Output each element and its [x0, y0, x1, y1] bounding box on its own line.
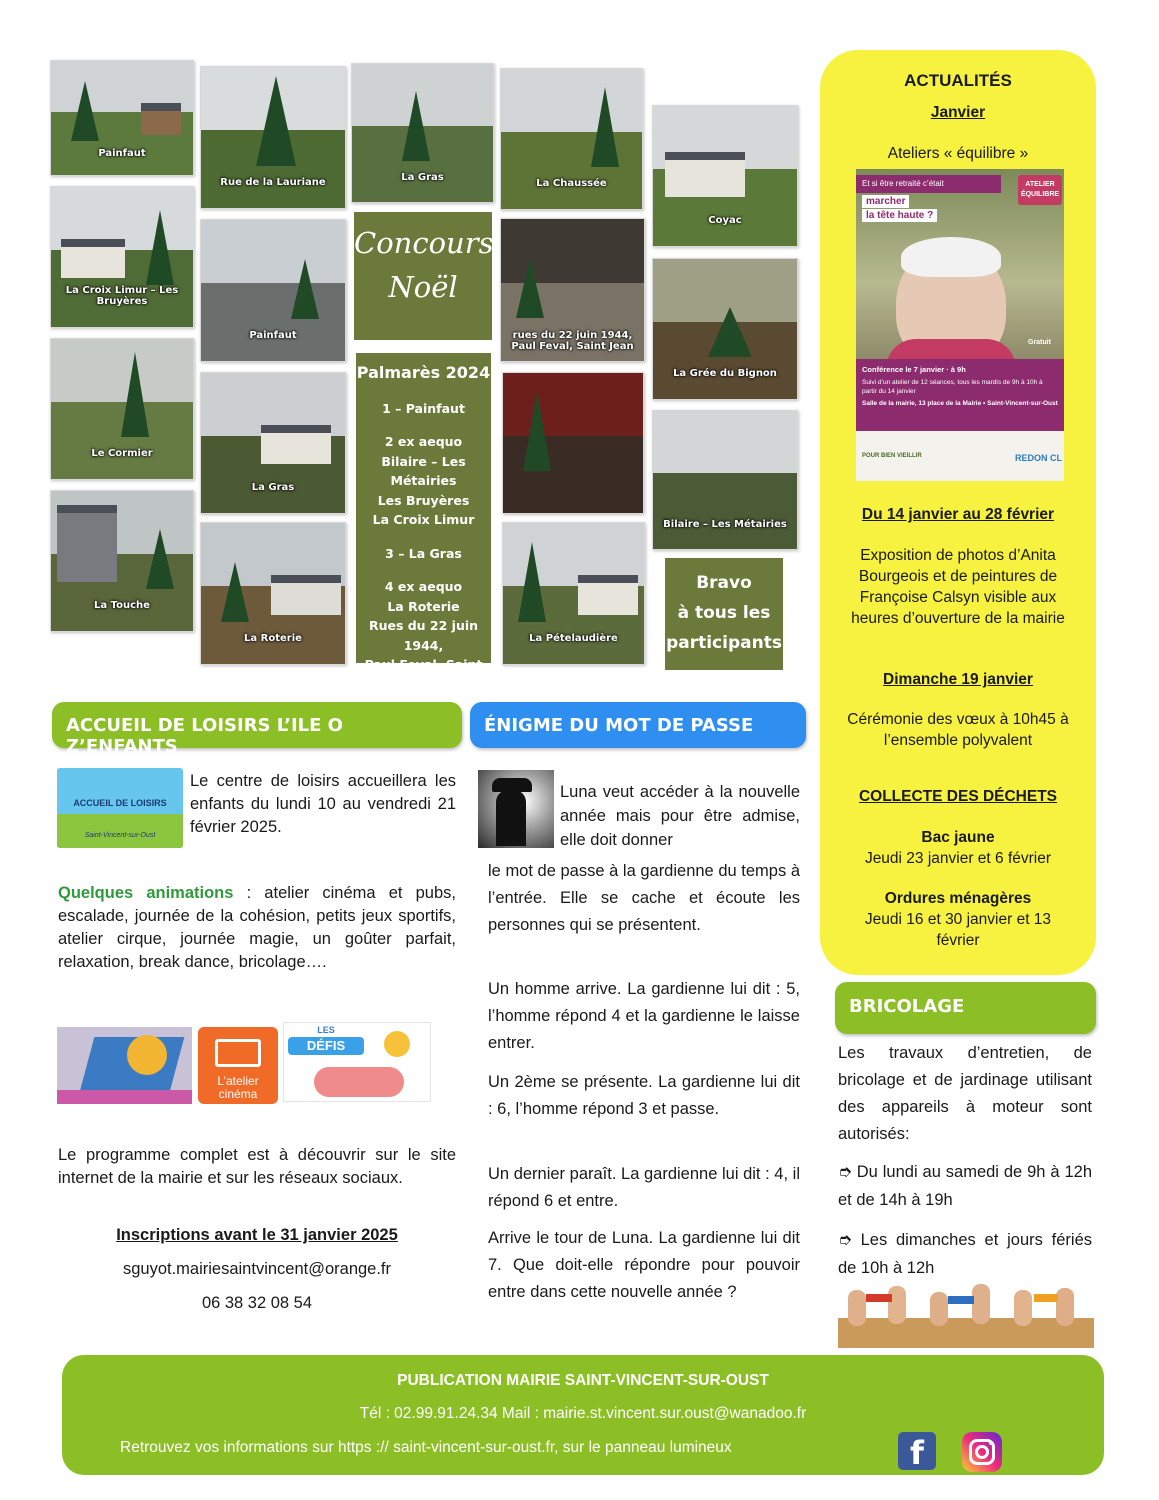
- loisirs-header: ACCUEIL DE LOISIRS L’ILE O Z’ENFANTS: [52, 702, 462, 748]
- concours-noel-title: [354, 212, 492, 340]
- enigme-p2: Un homme arrive. La gardienne lui dit : 5, l’homme répond 4 et la gardienne le laisse entrer.: [488, 980, 800, 1052]
- bricolage-text: Les travaux d’entretien, de bricolage et de jardinage utilisant des appareils à moteur sont autorisés:: [838, 1044, 1092, 1143]
- collecte-title: COLLECTE DES DÉCHETS: [858, 788, 1058, 805]
- photo-caption: La Roterie: [244, 633, 302, 645]
- concours-title-line2: Noël: [388, 270, 458, 304]
- footer: [62, 1355, 1104, 1475]
- photo-la-roterie[interactable]: [200, 522, 346, 665]
- facebook-icon[interactable]: f: [898, 1432, 936, 1470]
- palmares-line: 3 – La Gras: [385, 545, 462, 561]
- palmares-line: Bilaire – Les Métairies: [381, 453, 466, 488]
- instagram-icon[interactable]: [962, 1432, 1002, 1472]
- loisirs-logo: [57, 768, 183, 848]
- photo-caption: La Chaussée: [536, 178, 607, 190]
- logo-text: ACCUEIL DE LOISIRS: [73, 798, 167, 808]
- bac-jaune-dates: Jeudi 23 janvier et 6 février: [864, 850, 1052, 867]
- dimanche-date: Dimanche 19 janvier: [883, 671, 1033, 688]
- photo-painfaut-2[interactable]: [200, 219, 346, 362]
- detective-image: [478, 770, 554, 848]
- enigme-p4: Un dernier paraît. La gardienne lui dit : 4, il répond 6 et entre.: [488, 1165, 800, 1210]
- enigme-p5: Arrive le tour de Luna. La gardienne lui dit 7. Que doit-elle répondre pour pouvoir entre dans cette nouvelle année ?: [488, 1229, 800, 1301]
- footer-contact[interactable]: Tél : 02.99.91.24.34 Mail : mairie.st.vincent.sur.oust@wanadoo.fr: [359, 1405, 807, 1422]
- photo-caption: La Gras: [251, 482, 295, 494]
- actualites-ateliers: Ateliers « équilibre »: [887, 145, 1029, 162]
- photo-la-chaussee[interactable]: [500, 68, 643, 210]
- loisirs-programme: Le programme complet est à découvrir sur le site internet de la mairie et sur les réseaux sociaux.: [58, 1146, 456, 1187]
- photo-rues-22-juin[interactable]: [500, 218, 645, 362]
- poster-logo-1: POUR BIEN VIEILLIR: [862, 453, 922, 459]
- photo-rue-lauriane[interactable]: [200, 66, 346, 209]
- photo-caption: rues du 22 juin 1944, Paul Feval, Saint Jean: [511, 330, 634, 353]
- photo-le-cormier[interactable]: [50, 338, 194, 480]
- photo-caption: Le Cormier: [91, 448, 153, 460]
- palmares-box: [356, 353, 491, 692]
- arrow-icon: ➮: [838, 1163, 852, 1181]
- bravo-line: à tous les: [677, 603, 771, 623]
- bravo-line: Bravo: [696, 573, 752, 593]
- photo-caption: La Grée du Bignon: [673, 368, 777, 380]
- poster-tagline-2: marcher: [862, 195, 909, 208]
- poster-tagline-3: la tête haute ?: [862, 209, 937, 222]
- bac-jaune-title: Bac jaune: [921, 829, 995, 846]
- photo-caption: Rue de la Lauriane: [220, 177, 326, 189]
- photo-caption: La Gras: [401, 171, 444, 183]
- footer-title: PUBLICATION MAIRIE SAINT-VINCENT-SUR-OUST: [397, 1372, 769, 1389]
- palmares-line: La Roterie: [387, 598, 460, 614]
- photo-interior[interactable]: [502, 372, 644, 514]
- ceremonie-text: Cérémonie des vœux à 10h45 à l’ensemble polyvalent: [847, 711, 1069, 749]
- loisirs-animations: [58, 882, 456, 974]
- loisirs-inscriptions: Inscriptions avant le 31 janvier 2025: [116, 1226, 398, 1244]
- cinema-text-1: L’atelier: [217, 1074, 259, 1088]
- photo-la-gree-du-bignon[interactable]: [652, 258, 798, 400]
- footer-info[interactable]: Retrouvez vos informations sur https :// saint-vincent-sur-oust.fr, sur le panneau lumineux: [120, 1439, 732, 1456]
- cinema-text-2: cinéma: [218, 1087, 258, 1101]
- actualites-title: ACTUALITÉS: [904, 71, 1012, 90]
- photo-la-touche[interactable]: [50, 490, 194, 632]
- defis-image: [283, 1022, 431, 1102]
- loisirs-phone: 06 38 32 08 54: [201, 1294, 313, 1312]
- photo-caption: Painfaut: [249, 330, 297, 342]
- bricolage-item-2: [838, 1226, 1092, 1282]
- photo-caption: Coyac: [708, 215, 742, 227]
- poster-badge: [1018, 175, 1062, 205]
- photo-painfaut[interactable]: [50, 60, 194, 176]
- bricolage-item-1: [838, 1158, 1092, 1214]
- poster-gratuit: Gratuit: [1028, 339, 1051, 346]
- poster-place: Salle de la mairie, 13 place de la Mairie • Saint-Vincent-sur-Oust: [862, 400, 1058, 407]
- palmares-title: Palmarès 2024: [356, 363, 491, 382]
- enigme-p1b: le mot de passe à la gardienne du temps à l’entrée. Elle se cache et écoute les personnes qui se présentent.: [488, 862, 800, 934]
- palmares-line: 4 ex aequo: [384, 579, 463, 594]
- expo-text: Exposition de photos d’Anita Bourgeois et de peintures de Françoise Calsyn visible aux heures d’ouverture de la mairie: [851, 547, 1065, 627]
- photo-caption: Bilaire – Les Métairies: [663, 518, 787, 530]
- palmares-line: La Croix Limur: [372, 512, 475, 527]
- concours-title-line1: Concours: [354, 226, 494, 260]
- animations-text: : atelier cinéma et pubs, escalade, journée de la cohésion, petits jeux sportifs, atelier cirque, journée magie, un goûter parfait, relaxation, break dance, bricolage….: [58, 884, 456, 971]
- animations-label: Quelques animations: [58, 884, 234, 902]
- bricolage-item-2-text: Les dimanches et jours fériés de 10h à 12h: [838, 1231, 1092, 1277]
- atelier-cinema-image: [198, 1027, 278, 1104]
- atelier-equilibre-poster: [856, 169, 1064, 481]
- tools-image: [838, 1284, 1094, 1348]
- poster-badge-1: ATELIER: [1025, 181, 1055, 188]
- photo-la-gras-2[interactable]: [351, 63, 494, 203]
- enigme-header: ÉNIGME DU MOT DE PASSE: [470, 702, 806, 748]
- bricolage-item-1-text: Du lundi au samedi de 9h à 12h et de 14h à 19h: [838, 1163, 1093, 1209]
- palmares-line: 1 – Painfaut: [382, 400, 465, 416]
- enigme-p1a: Luna veut accéder à la nouvelle année mais pour être admise, elle doit donner: [560, 783, 800, 849]
- ordures-dates: Jeudi 16 et 30 janvier et 13 février: [864, 911, 1052, 949]
- poster-conf: Conférence le 7 janvier · à 9h: [862, 365, 966, 374]
- defis-text-1: LES: [317, 1025, 335, 1035]
- escalade-image: [57, 1027, 192, 1104]
- photo-la-petelaudiere[interactable]: [502, 522, 645, 665]
- poster-info: Suivi d’un atelier de 12 séances, tous les mardis de 9h à 10h à partir du 14 janvier: [862, 379, 1043, 395]
- photo-caption: Painfaut: [98, 148, 146, 160]
- bravo-line: participants: [666, 633, 782, 653]
- photo-caption: La Touche: [94, 600, 150, 612]
- palmares-line: 2 ex aequo: [384, 434, 463, 449]
- photo-coyac[interactable]: [652, 105, 798, 247]
- actualites-panel: [820, 50, 1096, 975]
- loisirs-intro: Le centre de loisirs accueillera les enfants du lundi 10 au vendredi 21 février 2025.: [190, 772, 456, 836]
- photo-caption: La Croix Limur – Les Bruyères: [65, 285, 179, 308]
- poster-tagline-1: Et si être retraité c’était: [856, 175, 1001, 193]
- defis-text-2: DÉFIS: [288, 1037, 364, 1055]
- poster-badge-2: ÉQUILIBRE: [1020, 191, 1060, 198]
- bravo-box: [665, 558, 783, 670]
- logo-subtext: Saint-Vincent-sur-Oust: [84, 832, 156, 839]
- arrow-icon: ➮: [838, 1231, 852, 1249]
- actualites-month: Janvier: [930, 104, 986, 121]
- photo-caption: La Pételaudière: [529, 633, 618, 645]
- palmares-line: Rues du 22 juin 1944,: [368, 618, 479, 653]
- poster-logo-2: REDON CL: [1015, 453, 1062, 463]
- ordures-title: Ordures ménagères: [884, 890, 1032, 907]
- enigme-p3: Un 2ème se présente. La gardienne lui dit : 6, l’homme répond 3 et passe.: [488, 1073, 800, 1118]
- loisirs-email[interactable]: sguyot.mairiesaintvincent@orange.fr: [122, 1260, 392, 1278]
- palmares-line: Paul Feval, Saint Jean: [364, 657, 483, 692]
- photo-bilaire[interactable]: [652, 410, 798, 550]
- expo-date: Du 14 janvier au 28 février: [861, 506, 1055, 523]
- palmares-line: Les Bruyères: [377, 492, 470, 508]
- photo-croix-limur[interactable]: [50, 186, 194, 328]
- bricolage-header: BRICOLAGE: [835, 982, 1096, 1034]
- photo-la-gras[interactable]: [200, 372, 346, 514]
